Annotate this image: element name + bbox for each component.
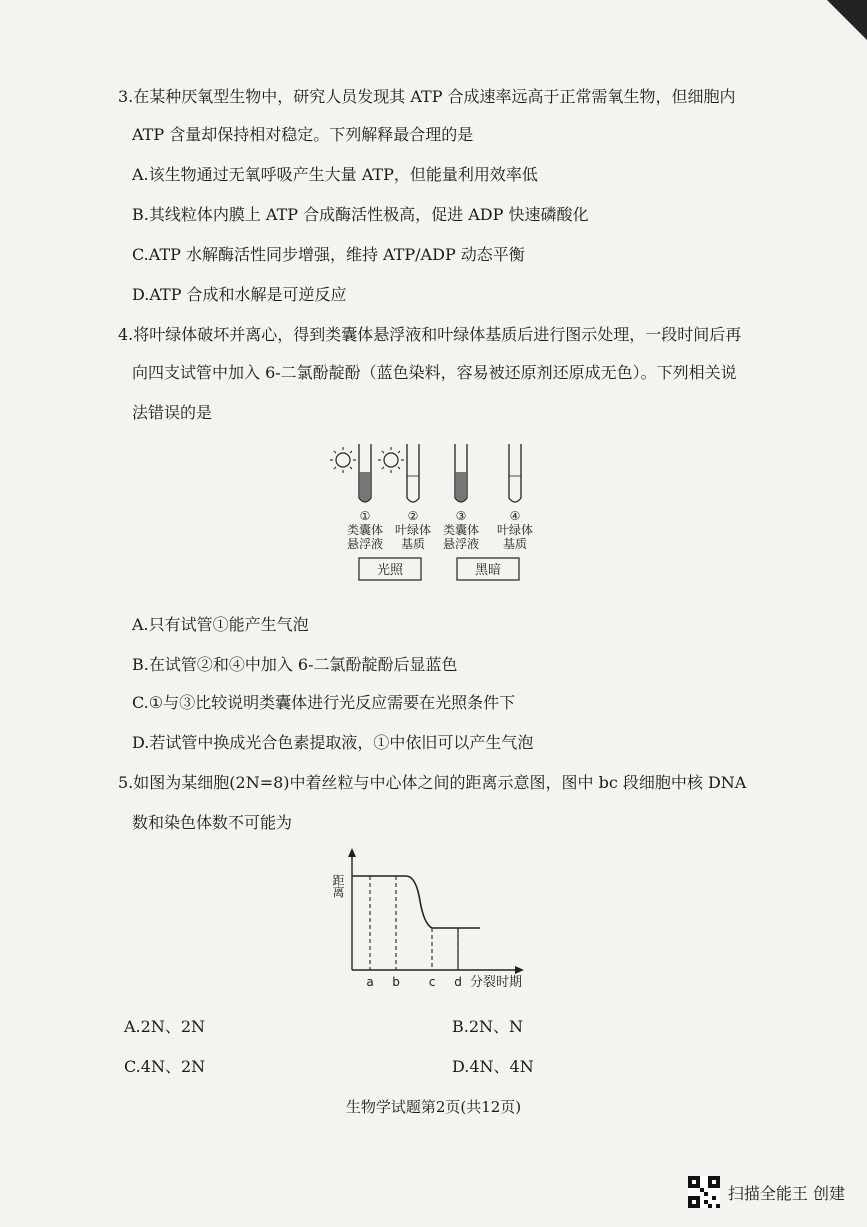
tube-3 [455, 444, 467, 502]
q4-option-a: A.只有试管①能产生气泡 [132, 615, 309, 634]
tube-2-number: ② [407, 509, 419, 523]
tube-2-label1: 叶绿体 [394, 523, 432, 537]
sun-icon [336, 453, 350, 467]
tube-4 [509, 444, 521, 502]
tube-2-label2: 基质 [400, 537, 426, 551]
q3-stem-line2: ATP 含量却保持相对稳定。下列解释最合理的是 [132, 125, 474, 144]
tube-4-label2: 基质 [502, 537, 528, 551]
q5-stem-line2: 数和染色体数不可能为 [132, 813, 293, 832]
q4-stem-line1: 4.将叶绿体破坏并离心，得到类囊体悬浮液和叶绿体基质后进行图示处理，一段时间后再 [118, 325, 742, 344]
sun-icon [384, 453, 398, 467]
tube-1-label1: 类囊体 [346, 523, 384, 537]
tube-4-label1: 叶绿体 [496, 523, 534, 537]
q4-option-d: D.若试管中换成光合色素提取液，①中依旧可以产生气泡 [132, 733, 534, 752]
q3-option-a: A.该生物通过无氧呼吸产生大量 ATP，但能量利用效率低 [132, 165, 538, 184]
tick-d: d [454, 975, 462, 989]
page-footer: 生物学试题第2页(共12页) [345, 1098, 522, 1116]
tick-a: a [366, 975, 374, 989]
q4-stem-line3: 法错误的是 [132, 403, 213, 422]
scanner-watermark [688, 1176, 845, 1208]
distance-curve [352, 876, 480, 928]
q5-option-c: C.4N、2N [124, 1057, 206, 1076]
q3-stem-line1: 3.在某种厌氧型生物中，研究人员发现其 ATP 合成速率远高于正常需氧生物，但细胞内 [118, 87, 736, 106]
q3-option-c: C.ATP 水解酶活性同步增强，维持 ATP/ADP 动态平衡 [132, 245, 525, 264]
graph-xlabel: 分裂时期 [470, 975, 523, 990]
q5-distance-graph [330, 846, 530, 996]
q5-option-a: A.2N、2N [124, 1017, 206, 1036]
tube-1 [330, 444, 371, 502]
q5-option-d: D.4N、4N [452, 1057, 534, 1076]
tick-b: b [392, 975, 400, 989]
tube-1-number: ① [359, 509, 371, 523]
corner-mark [827, 0, 867, 40]
tick-c: c [428, 975, 436, 989]
tube-1-label2: 悬浮液 [346, 537, 384, 551]
tube-3-label2: 悬浮液 [442, 537, 480, 551]
tube-3-label1: 类囊体 [442, 523, 480, 537]
tube-2 [378, 444, 419, 502]
q4-option-c: C.①与③比较说明类囊体进行光反应需要在光照条件下 [132, 693, 516, 712]
q3-option-d: D.ATP 合成和水解是可逆反应 [132, 285, 347, 304]
q3-option-b: B.其线粒体内膜上 ATP 合成酶活性极高，促进 ADP 快速磷酸化 [132, 205, 589, 224]
tube-4-number: ④ [509, 509, 521, 523]
light-label: 光照 [376, 563, 404, 578]
q5-option-b: B.2N、N [452, 1017, 524, 1036]
q4-test-tube-figure [325, 436, 555, 586]
q5-stem-line1: 5.如图为某细胞(2N=8)中着丝粒与中心体之间的距离示意图，图中 bc 段细胞中核 DNA [118, 773, 747, 792]
qr-code-icon [688, 1176, 720, 1208]
graph-ylabel: 距离 [331, 874, 345, 898]
q4-option-b: B.在试管②和④中加入 6-二氯酚靛酚后显蓝色 [132, 655, 458, 674]
dark-label: 黑暗 [474, 563, 502, 578]
q4-stem-line2: 向四支试管中加入 6-二氯酚靛酚（蓝色染料，容易被还原剂还原成无色）。下列相关说 [132, 363, 737, 382]
watermark-text: 扫描全能王 创建 [727, 1183, 845, 1203]
tube-3-number: ③ [455, 509, 467, 523]
